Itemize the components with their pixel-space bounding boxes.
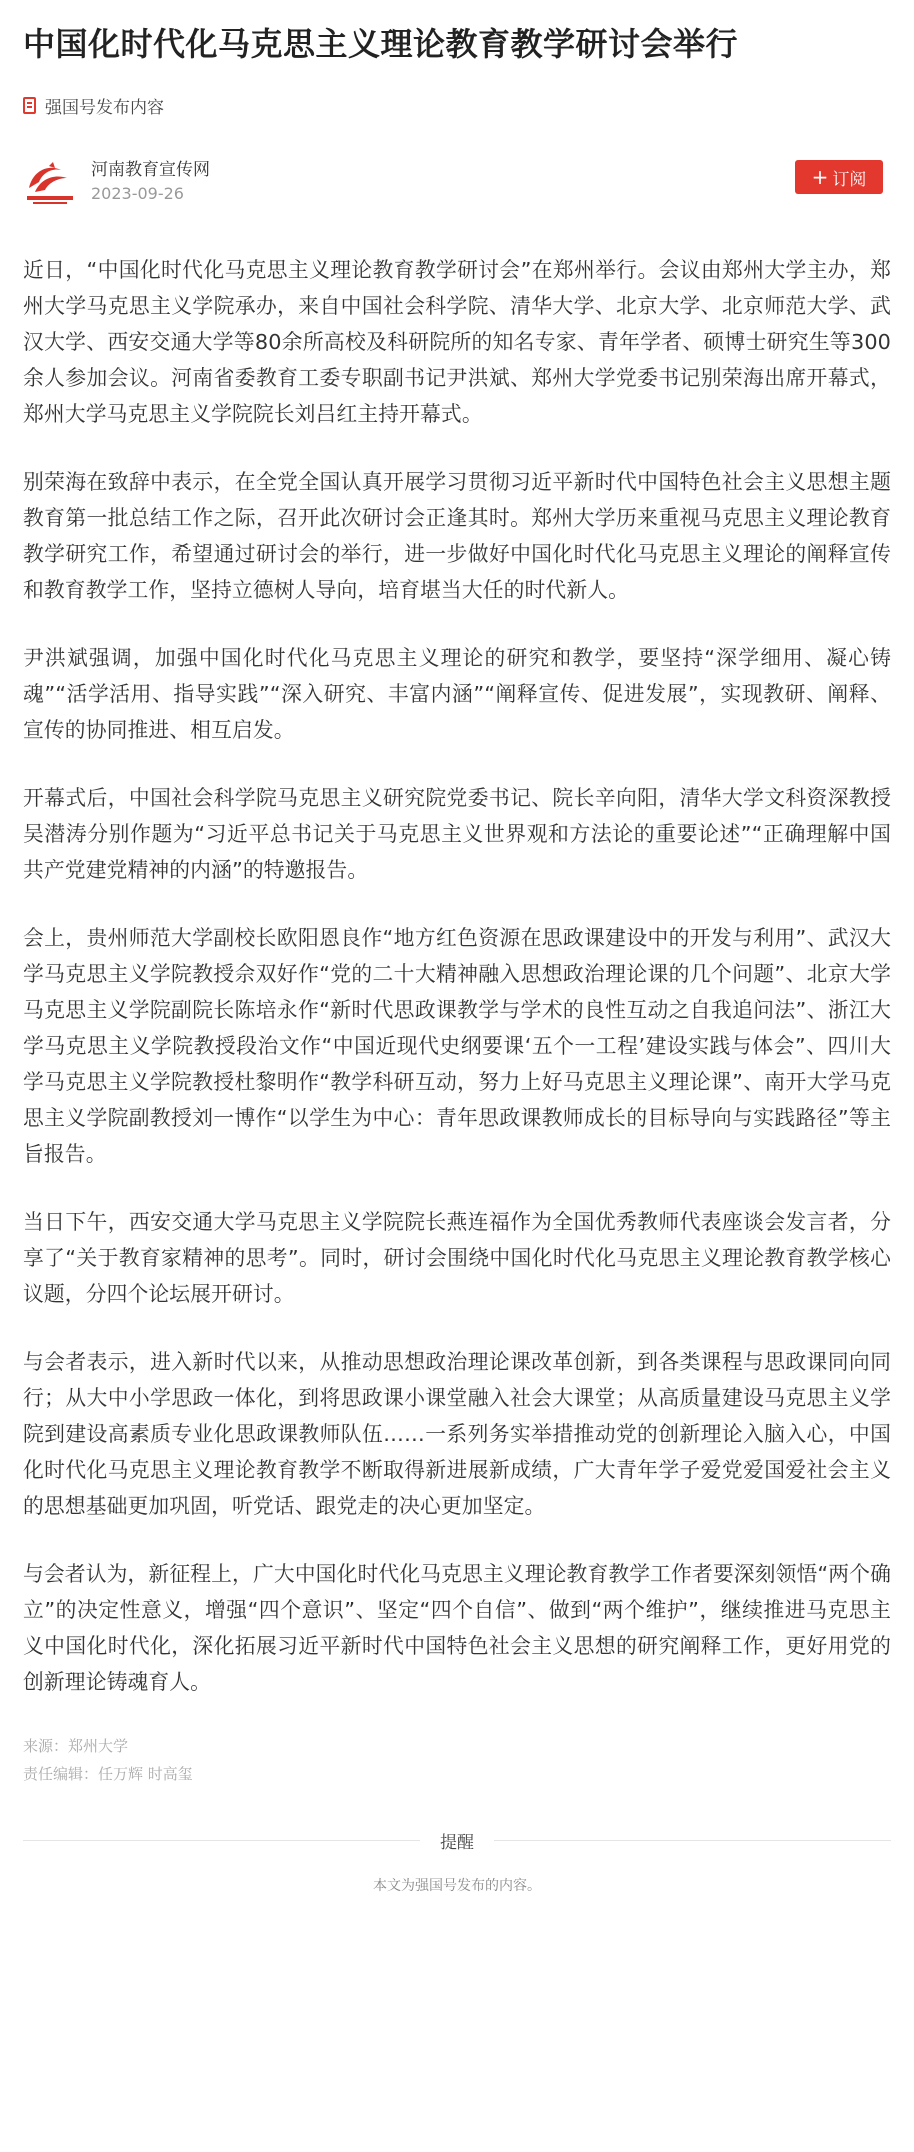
publish-date: 2023-09-26 xyxy=(91,184,184,203)
author-row xyxy=(23,156,891,208)
paragraph: 别荣海在致辞中表示，在全党全国认真开展学习贯彻习近平新时代中国特色社会主义思想主题教育第一批总结工作之际，召开此次研讨会正逢其时。郑州大学历来重视马克思主义理论教育教学研究工作，希望通过研讨会的举行，进一步做好中国化时代化马克思主义理论的阐释宣传和教育教学工作，坚持立德树人导向，培育堪当大任的时代新人。 xyxy=(23,470,891,602)
source-line: 来源：郑州大学 xyxy=(23,1737,129,1755)
subscribe-button[interactable] xyxy=(795,160,883,194)
source-tag xyxy=(23,94,891,116)
paragraph: 开幕式后，中国社会科学院马克思主义研究院党委书记、院长辛向阳，清华大学文科资深教授吴潜涛分别作题为“习近平总书记关于马克思主义世界观和方法论的重要论述”“正确理解中国共产党建党精神的内涵”的特邀报告。 xyxy=(23,786,891,882)
source-tag-label: 强国号发布内容 xyxy=(45,97,164,118)
publisher-logo-icon[interactable] xyxy=(23,158,77,206)
paragraph: 与会者认为，新征程上，广大中国化时代化马克思主义理论教育教学工作者要深刻领悟“两个确立”的决定性意义，增强“四个意识”、坚定“四个自信”、做到“两个维护”，继续推进马克思主义中国化时代化，深化拓展习近平新时代中国特色社会主义思想的研究阐释工作，更好用党的创新理论铸魂育人。 xyxy=(23,1562,891,1694)
author-name[interactable]: 河南教育宣传网 xyxy=(91,160,210,180)
paragraph: 与会者表示，进入新时代以来，从推动思想政治理论课改革创新，到各类课程与思政课同向同行；从大中小学思政一体化，到将思政课小课堂融入社会大课堂；从高质量建设马克思主义学院到建设高素质专业化思政课教师队伍……一系列务实举措推动党的创新理论入脑入心，中国化时代化马克思主义理论教育教学不断取得新进展新成绩，广大青年学子爱党爱国爱社会主义的思想基础更加巩固，听党话、跟党走的决心更加坚定。 xyxy=(23,1350,891,1518)
notice-title: 提醒 xyxy=(420,1828,494,1853)
article-title: 中国化时代化马克思主义理论教育教学研讨会举行 xyxy=(23,25,739,63)
article-body xyxy=(23,252,891,1700)
paragraph: 当日下午，西安交通大学马克思主义学院院长燕连福作为全国优秀教师代表座谈会发言者，分享了“关于教育家精神的思考”。同时，研讨会围绕中国化时代化马克思主义理论教育教学核心议题，分四个论坛展开研讨。 xyxy=(23,1210,891,1306)
paragraph: 近日，“中国化时代化马克思主义理论教育教学研讨会”在郑州举行。会议由郑州大学主办，郑州大学马克思主义学院承办，来自中国社会科学院、清华大学、北京大学、北京师范大学、武汉大学、西安交通大学等80余所高校及科研院所的知名专家、青年学者、硕博士研究生等300余人参加会议。河南省委教育工委专职副书记尹洪斌、郑州大学党委书记别荣海出席开幕式，郑州大学马克思主义学院院长刘吕红主持开幕式。 xyxy=(23,258,891,426)
editor-line: 责任编辑：任万辉 时高玺 xyxy=(23,1765,193,1783)
author-info xyxy=(91,159,210,205)
document-icon xyxy=(23,97,36,114)
paragraph: 会上，贵州师范大学副校长欧阳恩良作“地方红色资源在思政课建设中的开发与利用”、武汉大学马克思主义学院教授佘双好作“党的二十大精神融入思想政治理论课的几个问题”、北京大学马克思主义学院副院长陈培永作“新时代思政课教学与学术的良性互动之自我追问法”、浙江大学马克思主义学院教授段治文作“中国近现代史纲要课‘五个一工程’建设实践与体会”、四川大学马克思主义学院教授杜黎明作“教学科研互动，努力上好马克思主义理论课”、南开大学马克思主义学院副教授刘一博作“以学生为中心：青年思政课教师成长的目标导向与实践路径”等主旨报告。 xyxy=(23,926,891,1166)
paragraph: 尹洪斌强调，加强中国化时代化马克思主义理论的研究和教学，要坚持“深学细用、凝心铸魂”“活学活用、指导实践”“深入研究、丰富内涵”“阐释宣传、促进发展”，实现教研、阐释、宣传的协同推进、相互启发。 xyxy=(23,646,891,742)
notice-text: 本文为强国号发布的内容。 xyxy=(373,1878,541,1894)
notice-section xyxy=(23,1828,891,1895)
subscribe-label: 订阅 xyxy=(832,169,867,190)
article-meta xyxy=(23,1732,891,1788)
plus-icon: + xyxy=(811,165,829,189)
article-page xyxy=(0,22,914,1895)
